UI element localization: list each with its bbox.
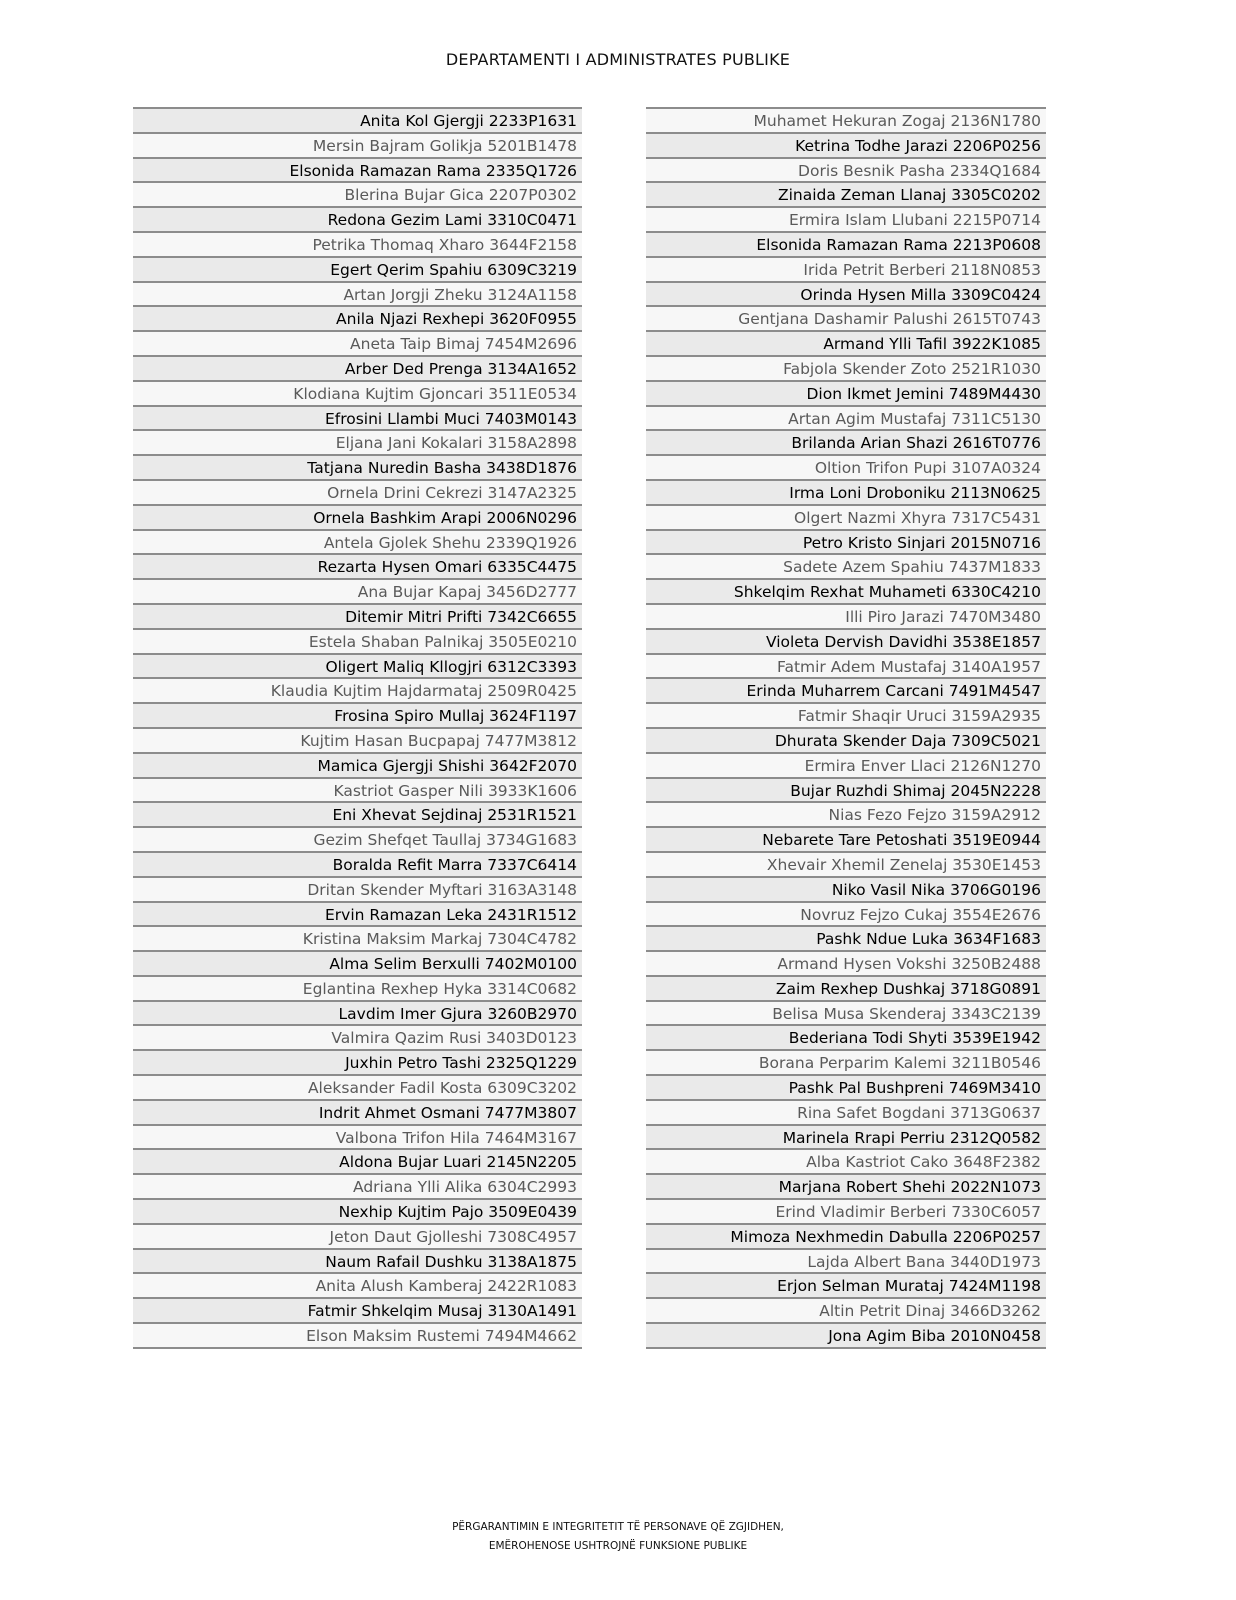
list-item: Fatmir Shaqir Uruci 3159A2935 — [646, 704, 1046, 729]
list-item: Anita Kol Gjergji 2233P1631 — [133, 109, 582, 134]
list-item: Ermira Enver Llaci 2126N1270 — [646, 754, 1046, 779]
list-item: Eglantina Rexhep Hyka 3314C0682 — [133, 977, 582, 1002]
list-item: Alma Selim Berxulli 7402M0100 — [133, 952, 582, 977]
list-item: Frosina Spiro Mullaj 3624F1197 — [133, 704, 582, 729]
list-item: Aneta Taip Bimaj 7454M2696 — [133, 332, 582, 357]
list-item: Ditemir Mitri Prifti 7342C6655 — [133, 605, 582, 630]
list-item: Klaudia Kujtim Hajdarmataj 2509R0425 — [133, 679, 582, 704]
list-item: Dhurata Skender Daja 7309C5021 — [646, 729, 1046, 754]
list-item: Adriana Ylli Alika 6304C2993 — [133, 1175, 582, 1200]
list-item: Mimoza Nexhmedin Dabulla 2206P0257 — [646, 1225, 1046, 1250]
list-item: Irma Loni Droboniku 2113N0625 — [646, 481, 1046, 506]
list-item: Irida Petrit Berberi 2118N0853 — [646, 258, 1046, 283]
list-item: Dritan Skender Myftari 3163A3148 — [133, 878, 582, 903]
list-item: Sadete Azem Spahiu 7437M1833 — [646, 555, 1046, 580]
list-item: Boralda Refit Marra 7337C6414 — [133, 853, 582, 878]
right-name-list — [646, 107, 1046, 1349]
list-item: Petrika Thomaq Xharo 3644F2158 — [133, 233, 582, 258]
list-item: Shkelqim Rexhat Muhameti 6330C4210 — [646, 580, 1046, 605]
list-item: Eljana Jani Kokalari 3158A2898 — [133, 431, 582, 456]
list-item: Eni Xhevat Sejdinaj 2531R1521 — [133, 803, 582, 828]
list-item: Ornela Drini Cekrezi 3147A2325 — [133, 481, 582, 506]
list-item: Fabjola Skender Zoto 2521R1030 — [646, 357, 1046, 382]
list-item: Aldona Bujar Luari 2145N2205 — [133, 1150, 582, 1175]
list-item: Oltion Trifon Pupi 3107A0324 — [646, 456, 1046, 481]
list-item: Ana Bujar Kapaj 3456D2777 — [133, 580, 582, 605]
list-item: Violeta Dervish Davidhi 3538E1857 — [646, 630, 1046, 655]
list-item: Mersin Bajram Golikja 5201B1478 — [133, 134, 582, 159]
list-item: Kujtim Hasan Bucpapaj 7477M3812 — [133, 729, 582, 754]
footer-line-1: PËRGARANTIMIN E INTEGRITETIT TË PERSONAVE QË ZGJIDHEN, — [452, 1521, 784, 1533]
list-item: Doris Besnik Pasha 2334Q1684 — [646, 159, 1046, 184]
left-name-list — [133, 107, 582, 1349]
list-item: Tatjana Nuredin Basha 3438D1876 — [133, 456, 582, 481]
list-item: Ermira Islam Llubani 2215P0714 — [646, 208, 1046, 233]
list-item: Fatmir Adem Mustafaj 3140A1957 — [646, 655, 1046, 680]
list-item: Gentjana Dashamir Palushi 2615T0743 — [646, 307, 1046, 332]
list-item: Gezim Shefqet Taullaj 3734G1683 — [133, 828, 582, 853]
list-item: Lavdim Imer Gjura 3260B2970 — [133, 1002, 582, 1027]
list-item: Rezarta Hysen Omari 6335C4475 — [133, 555, 582, 580]
list-item: Nexhip Kujtim Pajo 3509E0439 — [133, 1200, 582, 1225]
list-item: Belisa Musa Skenderaj 3343C2139 — [646, 1002, 1046, 1027]
list-item: Juxhin Petro Tashi 2325Q1229 — [133, 1051, 582, 1076]
list-item: Novruz Fejzo Cukaj 3554E2676 — [646, 903, 1046, 928]
footer — [0, 1518, 1236, 1556]
list-item: Armand Hysen Vokshi 3250B2488 — [646, 952, 1046, 977]
list-item: Jona Agim Biba 2010N0458 — [646, 1324, 1046, 1349]
list-item: Muhamet Hekuran Zogaj 2136N1780 — [646, 109, 1046, 134]
list-item: Antela Gjolek Shehu 2339Q1926 — [133, 531, 582, 556]
list-item: Orinda Hysen Milla 3309C0424 — [646, 283, 1046, 308]
list-item: Niko Vasil Nika 3706G0196 — [646, 878, 1046, 903]
list-item: Jeton Daut Gjolleshi 7308C4957 — [133, 1225, 582, 1250]
list-item: Elsonida Ramazan Rama 2213P0608 — [646, 233, 1046, 258]
list-item: Naum Rafail Dushku 3138A1875 — [133, 1250, 582, 1275]
list-item: Mamica Gjergji Shishi 3642F2070 — [133, 754, 582, 779]
list-item: Illi Piro Jarazi 7470M3480 — [646, 605, 1046, 630]
list-item: Indrit Ahmet Osmani 7477M3807 — [133, 1101, 582, 1126]
list-item: Aleksander Fadil Kosta 6309C3202 — [133, 1076, 582, 1101]
list-item: Kristina Maksim Markaj 7304C4782 — [133, 927, 582, 952]
list-item: Redona Gezim Lami 3310C0471 — [133, 208, 582, 233]
list-item: Borana Perparim Kalemi 3211B0546 — [646, 1051, 1046, 1076]
list-item: Valbona Trifon Hila 7464M3167 — [133, 1126, 582, 1151]
list-item: Blerina Bujar Gica 2207P0302 — [133, 183, 582, 208]
list-item: Pashk Pal Bushpreni 7469M3410 — [646, 1076, 1046, 1101]
list-item: Oligert Maliq Kllogjri 6312C3393 — [133, 655, 582, 680]
list-item: Alba Kastriot Cako 3648F2382 — [646, 1150, 1046, 1175]
list-item: Elsonida Ramazan Rama 2335Q1726 — [133, 159, 582, 184]
list-item: Marinela Rrapi Perriu 2312Q0582 — [646, 1126, 1046, 1151]
list-item: Nias Fezo Fejzo 3159A2912 — [646, 803, 1046, 828]
list-item: Olgert Nazmi Xhyra 7317C5431 — [646, 506, 1046, 531]
list-item: Elson Maksim Rustemi 7494M4662 — [133, 1324, 582, 1349]
list-item: Rina Safet Bogdani 3713G0637 — [646, 1101, 1046, 1126]
page-title: DEPARTAMENTI I ADMINISTRATES PUBLIKE — [445, 50, 791, 69]
list-item: Altin Petrit Dinaj 3466D3262 — [646, 1299, 1046, 1324]
list-item: Erjon Selman Murataj 7424M1198 — [646, 1274, 1046, 1299]
list-item: Valmira Qazim Rusi 3403D0123 — [133, 1026, 582, 1051]
list-item: Xhevair Xhemil Zenelaj 3530E1453 — [646, 853, 1046, 878]
list-item: Armand Ylli Tafil 3922K1085 — [646, 332, 1046, 357]
list-item: Bederiana Todi Shyti 3539E1942 — [646, 1026, 1046, 1051]
list-item: Brilanda Arian Shazi 2616T0776 — [646, 431, 1046, 456]
list-item: Estela Shaban Palnikaj 3505E0210 — [133, 630, 582, 655]
list-item: Anita Alush Kamberaj 2422R1083 — [133, 1274, 582, 1299]
list-item: Artan Agim Mustafaj 7311C5130 — [646, 407, 1046, 432]
list-item: Ornela Bashkim Arapi 2006N0296 — [133, 506, 582, 531]
list-item: Petro Kristo Sinjari 2015N0716 — [646, 531, 1046, 556]
list-item: Zaim Rexhep Dushkaj 3718G0891 — [646, 977, 1046, 1002]
list-item: Fatmir Shkelqim Musaj 3130A1491 — [133, 1299, 582, 1324]
list-item: Bujar Ruzhdi Shimaj 2045N2228 — [646, 779, 1046, 804]
footer-line-2: EMËROHENOSE USHTROJNË FUNKSIONE PUBLIKE — [488, 1540, 748, 1552]
list-item: Marjana Robert Shehi 2022N1073 — [646, 1175, 1046, 1200]
list-item: Lajda Albert Bana 3440D1973 — [646, 1250, 1046, 1275]
list-item: Anila Njazi Rexhepi 3620F0955 — [133, 307, 582, 332]
list-item: Egert Qerim Spahiu 6309C3219 — [133, 258, 582, 283]
list-item: Erind Vladimir Berberi 7330C6057 — [646, 1200, 1046, 1225]
list-item: Zinaida Zeman Llanaj 3305C0202 — [646, 183, 1046, 208]
list-item: Nebarete Tare Petoshati 3519E0944 — [646, 828, 1046, 853]
list-item: Arber Ded Prenga 3134A1652 — [133, 357, 582, 382]
list-item: Ketrina Todhe Jarazi 2206P0256 — [646, 134, 1046, 159]
list-item: Klodiana Kujtim Gjoncari 3511E0534 — [133, 382, 582, 407]
list-item: Pashk Ndue Luka 3634F1683 — [646, 927, 1046, 952]
list-item: Ervin Ramazan Leka 2431R1512 — [133, 903, 582, 928]
list-item: Efrosini Llambi Muci 7403M0143 — [133, 407, 582, 432]
list-item: Artan Jorgji Zheku 3124A1158 — [133, 283, 582, 308]
list-item: Dion Ikmet Jemini 7489M4430 — [646, 382, 1046, 407]
list-item: Kastriot Gasper Nili 3933K1606 — [133, 779, 582, 804]
list-item: Erinda Muharrem Carcani 7491M4547 — [646, 679, 1046, 704]
